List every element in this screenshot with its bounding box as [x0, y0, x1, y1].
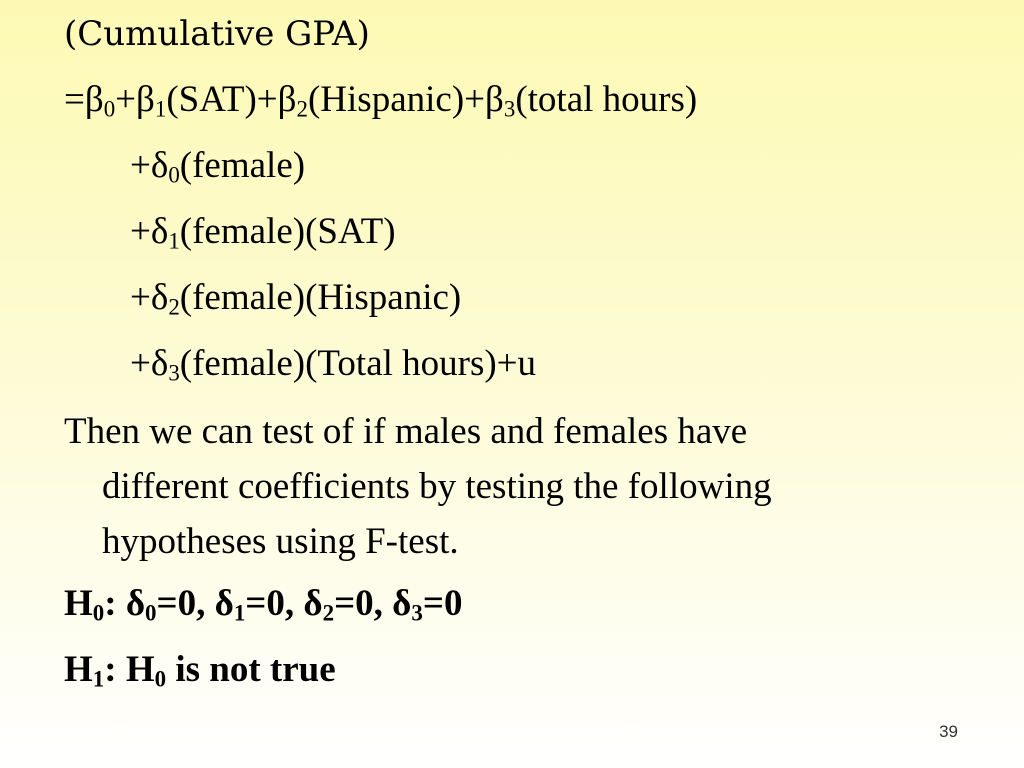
condition-value: =0,: [334, 583, 393, 624]
plus-sign: +: [115, 79, 137, 120]
hypothesis-subscript: 0: [92, 600, 105, 626]
beta-subscript: 3: [503, 96, 516, 122]
term-female-sat: (female)(SAT): [179, 211, 396, 252]
alternative-hypothesis: [64, 648, 336, 692]
page-number: 39: [939, 722, 958, 741]
term-female-total-hours: (female)(Total hours)+u: [179, 343, 537, 384]
paragraph-line: Then we can test of if males and females have: [64, 411, 748, 452]
condition-value: =0: [422, 583, 463, 624]
plus-sign: +: [130, 277, 151, 318]
delta-subscript: 3: [168, 360, 180, 386]
delta-subscript: 1: [233, 600, 246, 626]
beta-symbol: β: [136, 79, 155, 120]
beta-symbol: β: [277, 79, 297, 120]
plus-sign: +: [464, 79, 486, 120]
delta-symbol: δ: [125, 583, 146, 624]
condition-value: =0,: [156, 583, 215, 624]
hypothesis-letter: H: [64, 649, 93, 690]
delta-symbol: δ: [303, 583, 323, 624]
hypothesis-letter: H: [125, 649, 155, 690]
colon: :: [104, 583, 126, 624]
hypothesis-subscript: 1: [92, 666, 105, 692]
hypothesis-subscript: 0: [154, 666, 167, 692]
explanation-paragraph: [64, 404, 964, 569]
delta-symbol: δ: [150, 343, 169, 384]
hypothesis-text: is not true: [166, 649, 336, 690]
plus-sign: +: [130, 211, 151, 252]
delta-symbol: δ: [150, 211, 169, 252]
delta-subscript: 2: [168, 294, 180, 320]
term-female: (female): [179, 145, 306, 186]
delta-symbol: δ: [150, 277, 169, 318]
equals-sign: =: [64, 79, 85, 120]
term-total-hours: (total hours): [515, 79, 698, 120]
plus-sign: +: [130, 145, 151, 186]
equation-line-delta2: [130, 276, 461, 320]
delta-subscript: 2: [322, 600, 335, 626]
beta-subscript: 1: [154, 96, 167, 122]
null-hypothesis: [64, 582, 462, 626]
beta-subscript: 0: [103, 96, 116, 122]
delta-subscript: 1: [168, 228, 180, 254]
beta-subscript: 2: [296, 96, 308, 122]
term-hispanic: (Hispanic): [307, 79, 465, 120]
condition-value: =0,: [245, 583, 304, 624]
delta-symbol: δ: [150, 145, 169, 186]
hypothesis-letter: H: [64, 583, 93, 624]
plus-sign: +: [256, 79, 278, 120]
plus-sign: +: [130, 343, 151, 384]
delta-subscript: 0: [145, 600, 157, 626]
term-female-hispanic: (female)(Hispanic): [179, 277, 462, 318]
equation-line-beta: [64, 78, 697, 122]
equation-lhs-text: (Cumulative GPA): [64, 14, 370, 54]
equation-lhs: [64, 12, 370, 56]
equation-line-delta1: [130, 210, 396, 254]
delta-subscript: 0: [168, 162, 180, 188]
paragraph-line: hypotheses using F-test.: [102, 521, 459, 562]
delta-subscript: 3: [411, 600, 423, 626]
delta-symbol: δ: [214, 583, 234, 624]
equation-line-delta3: [130, 342, 536, 386]
paragraph-line: different coefficients by testing the following: [102, 466, 772, 507]
term-sat: (SAT): [166, 79, 257, 120]
beta-symbol: β: [485, 79, 504, 120]
delta-symbol: δ: [392, 583, 412, 624]
colon: :: [104, 649, 126, 690]
beta-symbol: β: [84, 79, 104, 120]
equation-line-delta0: [130, 144, 305, 188]
